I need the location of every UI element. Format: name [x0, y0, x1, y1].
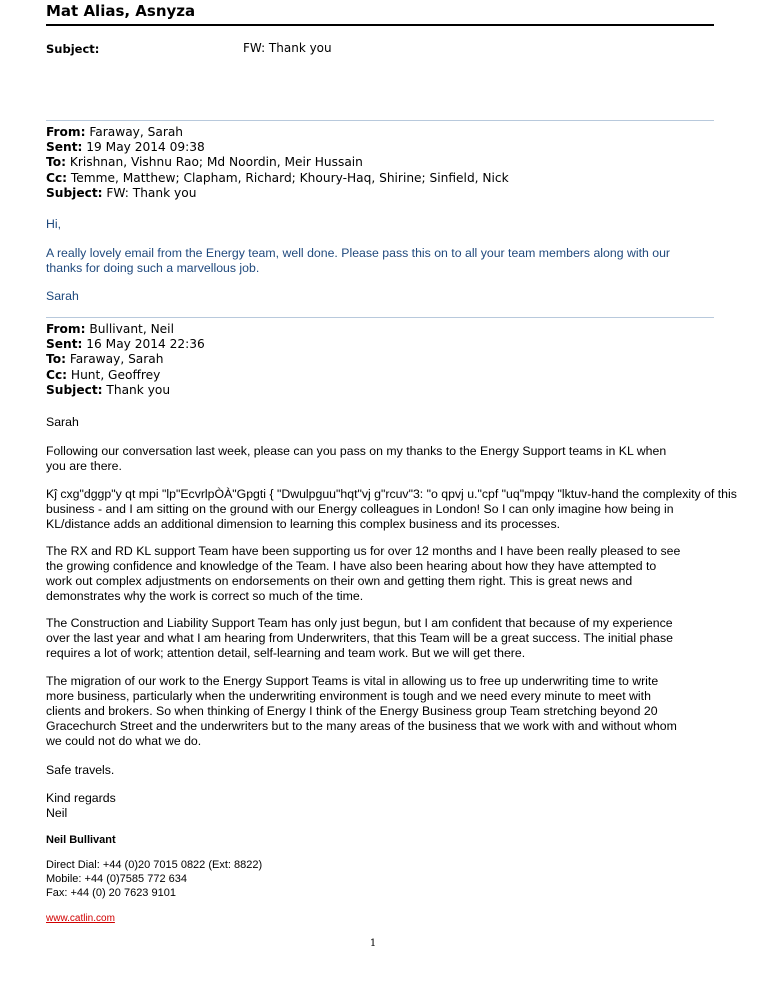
paragraph-line: Neil: [46, 806, 68, 820]
email2-subject-row: [46, 383, 205, 398]
email2-header: [46, 322, 205, 398]
email2-sent: 16 May 2014 22:36: [86, 337, 205, 352]
subject-header-label: Subject:: [46, 382, 103, 397]
email2-cc-row: [46, 368, 205, 383]
from-label: From:: [46, 322, 86, 336]
email2-to: Faraway, Sarah: [69, 352, 164, 367]
email1-from: Faraway, Sarah: [89, 125, 184, 139]
email2-closing: [46, 791, 714, 821]
mailbox-owner: Mat Alias, Asnyza: [46, 2, 196, 20]
paragraph-line: Kind regards: [46, 791, 116, 805]
paragraph-line: over the last year and what I am hearing from Underwriters, that this Team will be a great success. The initial phase: [46, 631, 673, 645]
email2-paragraph: [46, 544, 714, 604]
subject-header-label: Subject:: [46, 185, 103, 200]
email2-paragraph: [46, 616, 714, 661]
signature-mobile: Mobile: +44 (0)7585 772 634: [46, 873, 187, 885]
paragraph-line: business - and I am sitting on the ground with our Energy colleagues in London! So I can only imagine how being in: [46, 502, 674, 516]
signature-contact: [46, 858, 714, 900]
email-separator: [46, 120, 714, 121]
paragraph-line: work out complex adjustments on endorsements on their own and getting them right. This is great news and: [46, 574, 633, 588]
cc-label: Cc:: [46, 170, 68, 185]
paragraph-line: Kĵ cxg"dggp"y qt mpi "lp"EcvrlpÒÀ"Gpgti { "Dwulpguu"hqt"vj g"rcuv"3: "o qpvj u."cpf "uq"mpqy "lktuv-hand the complexity of this: [46, 487, 737, 501]
email2-sent-row: [46, 337, 205, 352]
subject-value: FW: Thank you: [243, 41, 332, 55]
paragraph-line: more business, particularly when the underwriting environment is tough and we need every minute to meet with: [46, 689, 651, 703]
to-label: To:: [46, 155, 66, 170]
signature-website-wrap: [46, 910, 714, 926]
from-label: From:: [46, 125, 86, 139]
signature-fax: Fax: +44 (0) 20 7623 9101: [46, 887, 176, 899]
email2-paragraph: [46, 763, 714, 778]
email1-cc: Temme, Matthew; Clapham, Richard; Khoury-Haq, Shirine; Sinfield, Nick: [70, 170, 509, 185]
paragraph-line: The RX and RD KL support Team have been supporting us for over 12 months and I have been really pleased to see: [46, 544, 681, 558]
email1-from-row: [46, 125, 509, 140]
page-number: 1: [369, 938, 377, 949]
sent-label: Sent:: [46, 337, 83, 352]
header-rule: [46, 24, 714, 26]
paragraph-line: Following our conversation last week, please can you pass on my thanks to the Energy Support teams in KL when: [46, 444, 667, 458]
signature-direct-dial: Direct Dial: +44 (0)20 7015 0822 (Ext: 8822): [46, 859, 263, 871]
paragraph-line: The Construction and Liability Support Team has only just begun, but I am confident that because of my experience: [46, 616, 673, 630]
email1-header: [46, 125, 509, 201]
email2-subject: Thank you: [106, 382, 171, 397]
email1-cc-row: [46, 171, 509, 186]
email1-signoff: Sarah: [46, 289, 79, 303]
email1-body-line: thanks for doing such a marvellous job.: [46, 261, 260, 275]
sent-label: Sent:: [46, 140, 83, 155]
paragraph-line: requires a lot of work; attention detail, self-learning and team work. But we will get there.: [46, 646, 526, 660]
email2-paragraph: [46, 487, 737, 532]
email2-cc: Hunt, Geoffrey: [70, 367, 161, 382]
email1-subject-row: [46, 186, 509, 201]
paragraph-line: you are there.: [46, 459, 122, 473]
email1-sent-row: [46, 140, 509, 155]
email-separator: [46, 317, 714, 318]
paragraph-line: Gracechurch Street and the underwriters but to the many areas of the business that we work with and without whom: [46, 719, 677, 733]
email1-to: Krishnan, Vishnu Rao; Md Noordin, Meir Hussain: [69, 155, 363, 170]
email1-to-row: [46, 155, 509, 170]
email1-subject: FW: Thank you: [106, 185, 197, 200]
cc-label: Cc:: [46, 367, 68, 382]
paragraph-line: Safe travels.: [46, 763, 115, 777]
email2-from-row: [46, 322, 205, 337]
email2-paragraph: [46, 444, 714, 474]
email2-from: Bullivant, Neil: [89, 322, 174, 336]
subject-label: Subject:: [46, 42, 100, 56]
email1-body-line: A really lovely email from the Energy team, well done. Please pass this on to all your team members along with our: [46, 246, 671, 260]
email2-paragraph: [46, 674, 714, 749]
website-link[interactable]: www.catlin.com: [46, 913, 115, 924]
paragraph-line: we could not do what we do.: [46, 734, 202, 748]
paragraph-line: demonstrates why the work is correct so much of the time.: [46, 589, 364, 603]
signature-name: Neil Bullivant: [46, 834, 116, 846]
paragraph-line: clients and brokers. So when thinking of Energy I think of the Energy Business group Team stretching beyond 20: [46, 704, 658, 718]
email1-sent: 19 May 2014 09:38: [86, 140, 205, 155]
email2-to-row: [46, 352, 205, 367]
paragraph-line: the growing confidence and knowledge of the Team. I have also been hearing about how they have attempted to: [46, 559, 657, 573]
email2-greeting: Sarah: [46, 415, 79, 429]
to-label: To:: [46, 352, 66, 367]
email1-greeting: Hi,: [46, 217, 62, 231]
paragraph-line: The migration of our work to the Energy Support Teams is vital in allowing us to free up underwriting time to write: [46, 674, 659, 688]
email1-body: [46, 246, 714, 276]
paragraph-line: KL/distance adds an additional dimension to learning this complex business and its processes.: [46, 517, 561, 531]
